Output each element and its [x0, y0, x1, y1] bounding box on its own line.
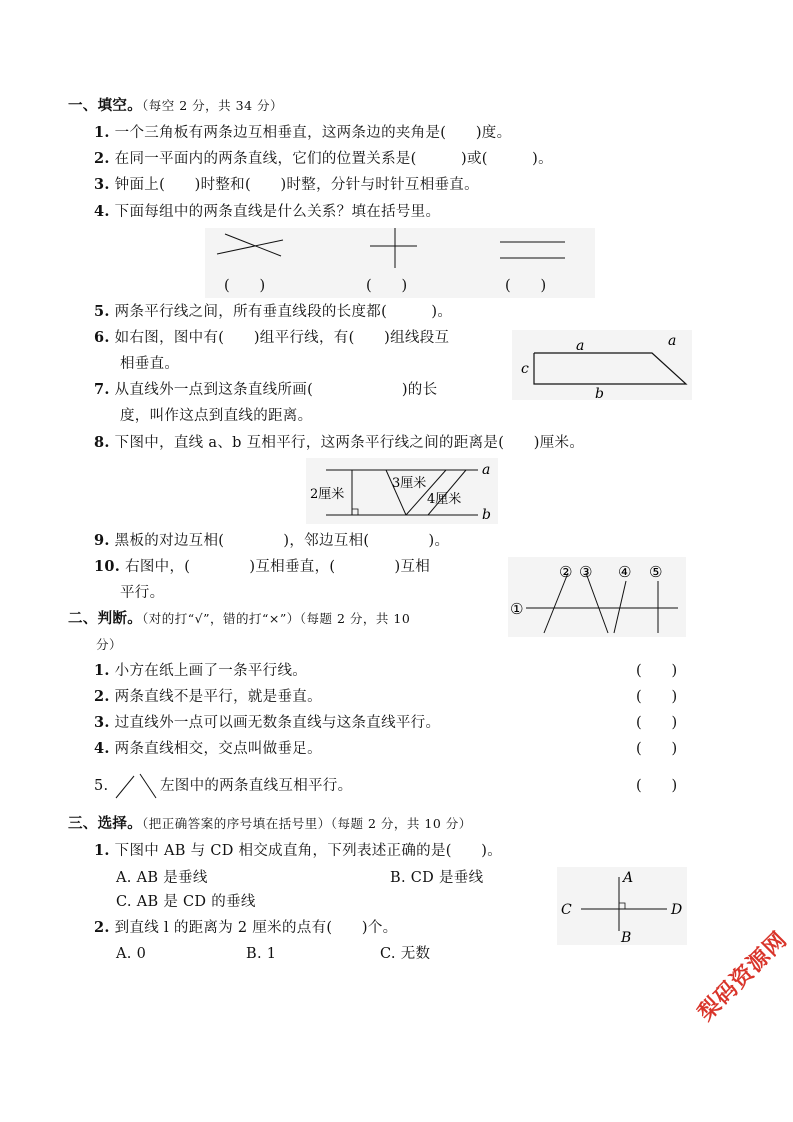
label-a-top: a: [576, 338, 585, 354]
label-3cm: 3厘米: [392, 476, 427, 491]
q8-parallel-distance-figure: [306, 458, 498, 524]
label-C: C: [561, 902, 572, 918]
judge-item-5-text: 左图中的两条直线互相平行。: [160, 778, 353, 794]
judge-item-1: [94, 662, 307, 680]
question-text: 两条直线相交，交点叫做垂足。: [114, 741, 322, 757]
section2-title: 二、判断。: [68, 610, 142, 627]
choice-question-1: [94, 842, 502, 860]
label-2cm: 2厘米: [310, 487, 345, 502]
q6-trapezoid-figure: [512, 330, 692, 400]
choice-2-option-a[interactable]: A. 0: [116, 946, 147, 962]
question-text: 下图中，直线 a、b 互相平行，这两条平行线之间的距离是( )厘米。: [114, 435, 585, 451]
q4-blank-1[interactable]: ( ): [224, 278, 266, 294]
perpendicular-ab-cd-figure: [557, 867, 687, 945]
section2-note-cont: 分）: [96, 637, 123, 652]
question-number: 6.: [94, 329, 110, 346]
question-1-5: [94, 303, 452, 321]
question-1-6: [94, 329, 449, 347]
question-1-7: [94, 381, 437, 399]
label-A: A: [623, 870, 634, 886]
slanted-line-left: [116, 776, 134, 798]
question-number: 9.: [94, 532, 110, 549]
question-number: 3.: [94, 176, 110, 193]
question-1-10: [94, 558, 430, 576]
question-1-1: [94, 124, 511, 142]
question-number: 2.: [94, 919, 110, 936]
judge-answer-4[interactable]: ( ): [636, 741, 678, 757]
question-1-7-cont: 度，叫作这点到直线的距离。: [120, 408, 313, 424]
question-1-10-cont: 平行。: [120, 585, 165, 601]
label-B: B: [621, 930, 632, 945]
judge-answer-2[interactable]: ( ): [636, 689, 678, 705]
label-b: b: [595, 386, 604, 400]
question-text: 如右图，图中有( )组平行线，有( )组线段互: [114, 330, 450, 346]
question-text: 下图中 AB 与 CD 相交成直角，下列表述正确的是( )。: [114, 843, 503, 859]
question-text: 下面每组中的两条直线是什么关系？填在括号里。: [114, 204, 441, 220]
q10-lines-figure: [508, 557, 686, 637]
question-number: 7.: [94, 381, 110, 398]
choice-1-option-b[interactable]: B. CD 是垂线: [390, 870, 484, 886]
question-text: 两条平行线之间，所有垂直线段的长度都( )。: [114, 304, 453, 320]
question-number: 4.: [94, 740, 110, 757]
question-text: 过直线外一点可以画无数条直线与这条直线平行。: [114, 715, 441, 731]
choice-1-option-a[interactable]: A. AB 是垂线: [116, 870, 208, 886]
question-text: 黑板的对边互相( )，邻边互相( )。: [114, 533, 450, 549]
judge-answer-3[interactable]: ( ): [636, 715, 678, 731]
label-D: D: [671, 902, 683, 918]
question-number: 4.: [94, 203, 110, 220]
question-text: 小方在纸上画了一条平行线。: [114, 663, 308, 679]
question-1-9: [94, 532, 449, 550]
question-number: 1.: [94, 662, 110, 679]
question-1-2: [94, 150, 553, 168]
question-number: 3.: [94, 714, 110, 731]
q4-blank-3[interactable]: ( ): [505, 278, 547, 294]
question-1-4: [94, 203, 440, 221]
question-number: 8.: [94, 434, 110, 451]
judge-answer-5[interactable]: ( ): [636, 778, 678, 794]
question-number: 1.: [94, 842, 110, 859]
watermark: 梨码资源网: [693, 927, 793, 1027]
judge-item-2: [94, 688, 322, 706]
question-text: 右图中，( )互相垂直，( )互相: [125, 559, 431, 575]
question-1-8: [94, 434, 584, 452]
question-number: 5.: [94, 303, 110, 320]
section1-heading: [68, 97, 283, 115]
choice-question-2: [94, 919, 397, 937]
judge-item-4: [94, 740, 322, 758]
slanted-line-right: [140, 774, 156, 798]
question-number: 2.: [94, 150, 110, 167]
section2-heading: [68, 610, 410, 628]
question-text: 钟面上( )时整和( )时整，分针与时针互相垂直。: [114, 177, 479, 193]
q4-blank-2[interactable]: ( ): [366, 278, 408, 294]
label-circle-5: ⑤: [649, 563, 663, 581]
question-number: 10.: [94, 558, 121, 575]
question-number: 2.: [94, 688, 110, 705]
judge-item-3: [94, 714, 440, 732]
question-text: 从直线外一点到这条直线所画( )的长: [114, 382, 438, 398]
choice-2-option-c[interactable]: C. 无数: [380, 946, 431, 962]
choice-1-option-c[interactable]: C. AB 是 CD 的垂线: [116, 894, 256, 910]
judge-answer-1[interactable]: ( ): [636, 663, 678, 679]
section2-note: （对的打“√”，错的打“×”）（每题 2 分，共 10: [142, 611, 411, 626]
label-a: a: [482, 462, 491, 478]
label-circle-4: ④: [618, 563, 632, 581]
label-circle-2: ②: [559, 563, 573, 581]
section3-heading: [68, 815, 472, 833]
choice-2-option-b[interactable]: B. 1: [246, 946, 277, 962]
question-text: 到直线 l 的距离为 2 厘米的点有( )个。: [114, 920, 398, 936]
question-text: 一个三角板有两条边互相垂直，这两条边的夹角是( )度。: [114, 125, 512, 141]
question-1-6-cont: 相垂直。: [120, 356, 180, 372]
label-circle-1: ①: [510, 600, 524, 618]
label-a-right: a: [668, 333, 677, 349]
question-1-3: [94, 176, 479, 194]
section3-title: 三、选择。: [68, 815, 142, 832]
section1-title: 一、填空。: [68, 97, 142, 114]
section3-note: （把正确答案的序号填在括号里）（每题 2 分，共 10 分）: [142, 816, 472, 831]
question-number: 1.: [94, 124, 110, 141]
question-text: 在同一平面内的两条直线，它们的位置关系是( )或( )。: [114, 151, 553, 167]
label-4cm: 4厘米: [427, 492, 462, 507]
label-c: c: [521, 361, 529, 377]
label-b: b: [482, 507, 491, 523]
judge-item-5-num: 5.: [94, 778, 109, 794]
question-text: 两条直线不是平行，就是垂直。: [114, 689, 322, 705]
section1-note: （每空 2 分，共 34 分）: [142, 98, 284, 113]
non-parallel-lines-icon: [112, 770, 160, 802]
label-circle-3: ③: [579, 563, 593, 581]
